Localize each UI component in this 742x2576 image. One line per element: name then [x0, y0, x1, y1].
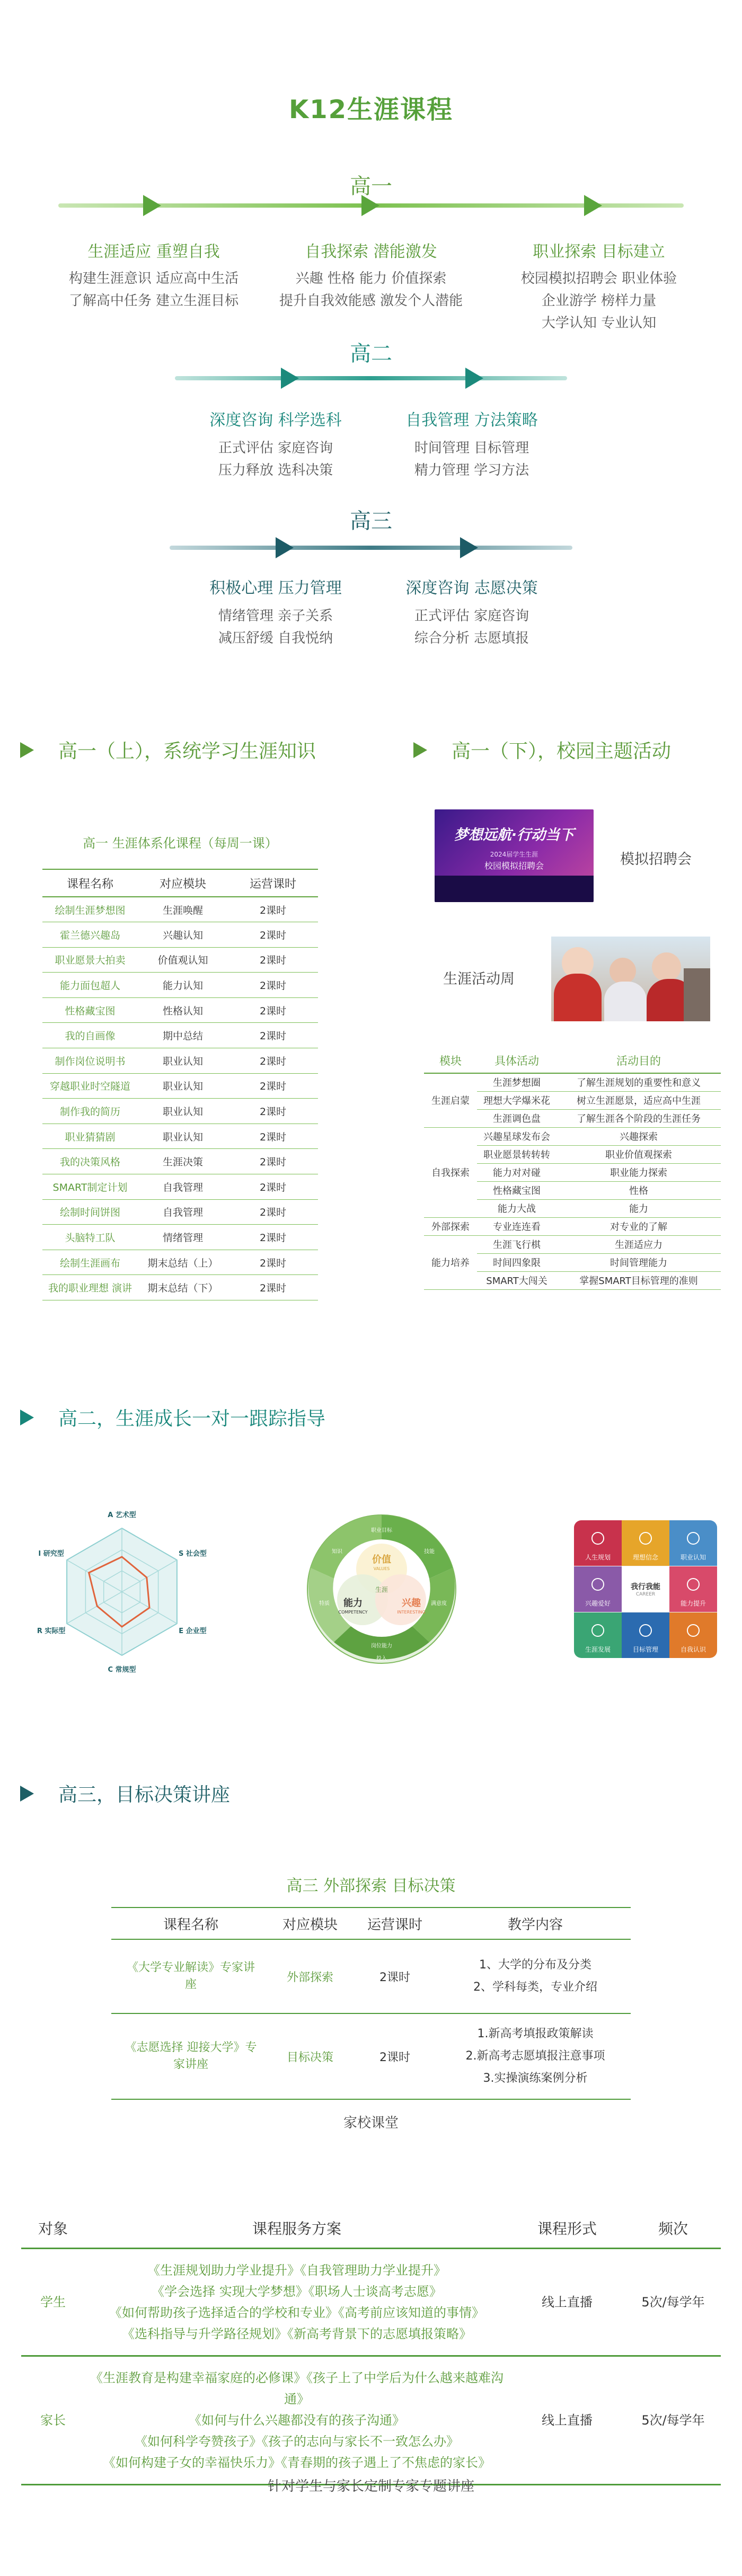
- table-row: [42, 1023, 318, 1048]
- grid-center-subtitle: CAREER: [635, 1592, 656, 1597]
- table-cell: 职业认知: [138, 1048, 228, 1074]
- grade1-topic-line: 企业游学 榜样力量: [541, 293, 657, 309]
- plan-line: 《选科指导与升学路径规划》《新高考背景下的志愿填报策略》: [122, 2326, 472, 2341]
- grid-tile: [622, 1520, 669, 1566]
- column-header: 运营课时: [350, 1908, 440, 1939]
- purpose-cell: 了解生涯各个阶段的生涯任务: [556, 1109, 721, 1127]
- venn-label-values-en: VALUES: [373, 1566, 390, 1571]
- purpose-cell: 了解生涯规划的重要性和意义: [556, 1073, 721, 1091]
- timeline-arrow-icon: [460, 537, 478, 558]
- venn-label-interest-en: INTERESTING: [397, 1610, 426, 1615]
- section-heading-text: 高二，生涯成长一对一跟踪指导: [58, 1408, 326, 1430]
- column-header: 课程名称: [42, 869, 138, 897]
- table-row: [21, 2248, 721, 2356]
- grade3-timeline: [170, 546, 572, 550]
- tile-icon: [591, 1532, 604, 1545]
- purpose-cell: 生涯适应力: [556, 1235, 721, 1253]
- grid-tile: [669, 1520, 717, 1566]
- grade1-topic-title: 职业探索 目标建立: [533, 243, 665, 261]
- table-cell: 生涯唤醒: [138, 897, 228, 922]
- purpose-cell: 性格: [556, 1181, 721, 1199]
- format-cell: 线上直播: [509, 2248, 625, 2356]
- activity-cell: 生涯梦想圈: [477, 1073, 556, 1091]
- table-row: [42, 1225, 318, 1250]
- table-cell: 性格藏宝图: [42, 997, 138, 1023]
- table-cell: 职业猜猜剧: [42, 1124, 138, 1149]
- content-line: 2、学科每类，专业介绍: [473, 1981, 597, 1994]
- grid-tile: [574, 1566, 622, 1612]
- holland-radar-chart: [21, 1494, 223, 1690]
- career-grid-graphic: [574, 1520, 717, 1658]
- grade1-topic-line: 提升自我效能感 激发个人潜能: [279, 293, 463, 309]
- plan-line: 《生涯教育是构建幸福家庭的必修课》《孩子上了中学后为什么越来越难沟通》: [90, 2370, 504, 2406]
- course-table-title: 高一 生涯体系化课程（每周一课）: [83, 836, 278, 851]
- purpose-cell: 职业价值观探索: [556, 1145, 721, 1163]
- format-cell: 线上直播: [509, 2356, 625, 2484]
- grade2-timeline: [175, 376, 567, 380]
- table-row: [424, 1073, 721, 1091]
- tile-icon: [591, 1578, 604, 1591]
- table-row: [42, 1174, 318, 1200]
- table-row: [42, 1149, 318, 1174]
- column-header: 课程服务方案: [85, 2209, 509, 2248]
- course-name-cell: 《大学专业解读》专家讲座: [111, 1939, 270, 2013]
- venn-label-competency-en: COMPETENCY: [338, 1610, 368, 1615]
- course-name-cell: 《志愿选择 迎接大学》专家讲座: [111, 2013, 270, 2099]
- table-cell: 我的职业理想 演讲: [42, 1275, 138, 1300]
- radar-label: A 艺术型: [108, 1511, 136, 1519]
- grid-tile-label: 生涯发展: [585, 1646, 611, 1653]
- radar-label: C 常规型: [108, 1666, 136, 1674]
- table-row: [42, 1250, 318, 1275]
- table-cell: 自我管理: [138, 1174, 228, 1200]
- table-cell: 职业认知: [138, 1073, 228, 1099]
- venn-ring-label: 特质: [319, 1601, 330, 1607]
- section-heading-grade3: [20, 1780, 230, 1807]
- table-row: [424, 1217, 721, 1235]
- venn-label-interest: 兴趣: [402, 1598, 421, 1609]
- table-cell: 职业愿景大拍卖: [42, 947, 138, 973]
- purpose-cell: 树立生涯愿景，适应高中生涯: [556, 1091, 721, 1109]
- activity-cell: 能力大战: [477, 1199, 556, 1217]
- table-cell: 2课时: [228, 1250, 318, 1275]
- module-cell: 自我探索: [424, 1127, 477, 1217]
- timeline-arrow-icon: [281, 368, 299, 389]
- purpose-cell: 时间管理能力: [556, 1253, 721, 1271]
- table-row: [424, 1235, 721, 1253]
- grid-center-title: 我行我能: [631, 1583, 660, 1591]
- grid-tile-label: 目标管理: [632, 1646, 658, 1653]
- column-header: 运营课时: [228, 869, 318, 897]
- table-cell: 期末总结（上）: [138, 1250, 228, 1275]
- grid-tile: [574, 1520, 622, 1566]
- venn-center-label: 生涯: [375, 1586, 388, 1593]
- tile-icon: [687, 1624, 700, 1637]
- purpose-cell: 能力: [556, 1199, 721, 1217]
- tile-icon: [687, 1532, 700, 1545]
- module-cell: 外部探索: [424, 1217, 477, 1235]
- activity-cell: 生涯飞行棋: [477, 1235, 556, 1253]
- table-cell: 2课时: [228, 922, 318, 948]
- table-cell: 性格认知: [138, 997, 228, 1023]
- grade1-heading: 高一: [350, 174, 392, 199]
- grade3-topic-title: 积极心理 压力管理: [209, 579, 342, 598]
- module-cell: 生涯启蒙: [424, 1073, 477, 1127]
- frequency-cell: 5次/每学年: [625, 2356, 721, 2484]
- section-triangle-icon: [413, 742, 427, 758]
- timeline-arrow-icon: [276, 537, 294, 558]
- table-row: [42, 1124, 318, 1149]
- table-cell: 情绪管理: [138, 1225, 228, 1250]
- table-row: [42, 897, 318, 922]
- plan-line: 《生涯规划助力学业提升》《自我管理助力学业提升》: [147, 2262, 446, 2278]
- activity-week-photo: [551, 937, 710, 1021]
- content-line: 2.新高考志愿填报注意事项: [465, 2049, 605, 2063]
- radar-label: E 企业型: [179, 1627, 207, 1635]
- grid-tile-label: 自我认识: [680, 1646, 706, 1653]
- table-row: [42, 1275, 318, 1300]
- activity-cell: 兴趣星球发布会: [477, 1127, 556, 1145]
- plans-cell: [85, 2356, 509, 2484]
- table-cell: 2课时: [228, 897, 318, 922]
- grade1-topic-line: 构建生涯意识 适应高中生活: [68, 271, 239, 287]
- grade3-topic-line: 综合分析 志愿填报: [414, 630, 529, 646]
- grade3-topic-line: 正式评估 家庭咨询: [414, 608, 529, 624]
- photo-caption-recruitment: 模拟招聘会: [620, 851, 692, 868]
- table-cell: SMART制定计划: [42, 1174, 138, 1200]
- table-row: [42, 922, 318, 948]
- grade2-topic-title: 深度咨询 科学选科: [209, 411, 342, 430]
- recruitment-banner-photo: [435, 809, 594, 902]
- career-venn-diagram: [302, 1504, 461, 1674]
- column-header: 频次: [625, 2209, 721, 2248]
- column-header: 对应模块: [270, 1908, 350, 1939]
- purpose-cell: 兴趣探索: [556, 1127, 721, 1145]
- plan-line: 《如何与什么兴趣都没有的孩子沟通》: [189, 2412, 405, 2428]
- activity-cell: 理想大学爆米花: [477, 1091, 556, 1109]
- activity-table: [424, 1048, 721, 1290]
- table-cell: 2课时: [228, 1124, 318, 1149]
- lecture-table-title: 高三 外部探索 目标决策: [286, 1877, 456, 1895]
- grade2-topic-line: 时间管理 目标管理: [414, 440, 529, 456]
- module-cell: 目标决策: [270, 2013, 350, 2099]
- table-row: [42, 1048, 318, 1074]
- table-cell: 绘制生涯梦想图: [42, 897, 138, 922]
- grade1-topic-line: 大学认知 专业认知: [541, 315, 657, 331]
- timeline-arrow-icon: [465, 368, 483, 389]
- tile-icon: [687, 1578, 700, 1591]
- content-line: 1、大学的分布及分类: [479, 1958, 591, 1972]
- activity-cell: 生涯调色盘: [477, 1109, 556, 1127]
- grade1-topic-title: 自我探索 潜能激发: [305, 243, 437, 261]
- grade1-topic-line: 兴趣 性格 能力 价值探索: [295, 271, 447, 287]
- plan-line: 《如何帮助孩子选择适合的学校和专业》《高考前应该知道的事情》: [109, 2305, 484, 2320]
- venn-label-values: 价值: [372, 1554, 391, 1565]
- grade3-topic-line: 情绪管理 亲子关系: [218, 608, 333, 624]
- activity-cell: 职业愿景转转转: [477, 1145, 556, 1163]
- tile-icon: [639, 1624, 652, 1637]
- timeline-arrow-icon: [361, 195, 379, 216]
- grade3-topic-line: 减压舒缓 自我悦纳: [218, 630, 333, 646]
- hours-cell: 2课时: [350, 2013, 440, 2099]
- table-cell: 2课时: [228, 1073, 318, 1099]
- timeline-arrow-icon: [143, 195, 161, 216]
- module-cell: 外部探索: [270, 1939, 350, 2013]
- table-cell: 能力认知: [138, 973, 228, 998]
- activity-cell: 时间四象限: [477, 1253, 556, 1271]
- home-school-caption: 家校课堂: [343, 2115, 399, 2131]
- table-cell: 我的决策风格: [42, 1149, 138, 1174]
- grade1-topic-line: 了解高中任务 建立生涯目标: [68, 293, 239, 309]
- plans-cell: [85, 2248, 509, 2356]
- section-heading-grade1-second: [413, 736, 671, 763]
- grid-tile-label: 能力提升: [680, 1600, 706, 1607]
- grade3-lecture-table: [111, 1907, 631, 2100]
- lecture-caption: 针对学生与家长定制专家专题讲座: [267, 2479, 474, 2494]
- table-cell: 头脑特工队: [42, 1225, 138, 1250]
- table-row: [42, 1199, 318, 1225]
- purpose-cell: 职业能力探索: [556, 1163, 721, 1181]
- tile-icon: [639, 1532, 652, 1545]
- plan-line: 《学会选择 实现大学梦想》《职场人士谈高考志愿》: [152, 2284, 442, 2299]
- table-cell: 我的自画像: [42, 1023, 138, 1048]
- column-header: 具体活动: [477, 1048, 556, 1073]
- table-cell: 2课时: [228, 1225, 318, 1250]
- venn-ring-label: 知识: [332, 1549, 342, 1555]
- grade2-topic-line: 压力释放 选科决策: [218, 462, 333, 478]
- grade1-topic-line: 校园模拟招聘会 职业体验: [520, 271, 677, 287]
- banner-subtitle-2: 校园模拟招聘会: [484, 861, 544, 871]
- table-cell: 霍兰德兴趣岛: [42, 922, 138, 948]
- radar-label: I 研究型: [38, 1550, 64, 1558]
- column-header: 课程名称: [111, 1908, 270, 1939]
- timeline-arrow-icon: [584, 195, 602, 216]
- activity-cell: 性格藏宝图: [477, 1181, 556, 1199]
- grid-center-tile: [622, 1566, 669, 1612]
- content-cell: [440, 1939, 631, 2013]
- column-header: 课程形式: [509, 2209, 625, 2248]
- section-heading-grade2: [20, 1404, 325, 1431]
- column-header: 对应模块: [138, 869, 228, 897]
- venn-ring-label: 技能: [424, 1549, 435, 1555]
- table-cell: 兴趣认知: [138, 922, 228, 948]
- section-triangle-icon: [20, 742, 34, 758]
- grade2-topic-line: 精力管理 学习方法: [414, 462, 529, 478]
- activity-cell: 能力对对碰: [477, 1163, 556, 1181]
- purpose-cell: 掌握SMART目标管理的准则: [556, 1271, 721, 1289]
- table-cell: 价值观认知: [138, 947, 228, 973]
- table-cell: 职业认知: [138, 1124, 228, 1149]
- page-title: K12生涯课程: [289, 95, 453, 124]
- grid-tile-label: 职业认知: [680, 1554, 706, 1561]
- target-cell: 学生: [21, 2248, 85, 2356]
- table-cell: 期末总结（下）: [138, 1275, 228, 1300]
- table-cell: 2课时: [228, 1048, 318, 1074]
- table-cell: 2课时: [228, 1149, 318, 1174]
- table-cell: 2课时: [228, 1275, 318, 1300]
- venn-ring-label: 职业目标: [371, 1528, 392, 1534]
- section-triangle-icon: [20, 1410, 34, 1425]
- table-cell: 能力面包超人: [42, 973, 138, 998]
- table-cell: 2课时: [228, 1199, 318, 1225]
- grid-tile-label: 人生规划: [585, 1554, 611, 1561]
- table-cell: 绘制时间饼图: [42, 1199, 138, 1225]
- column-header: 对象: [21, 2209, 85, 2248]
- grade1-course-table: [42, 869, 318, 1300]
- frequency-cell: 5次/每学年: [625, 2248, 721, 2356]
- tile-icon: [591, 1624, 604, 1637]
- table-row: [42, 947, 318, 973]
- grid-tile-label: 兴趣爱好: [585, 1600, 611, 1607]
- table-row: [42, 1073, 318, 1099]
- table-cell: 自我管理: [138, 1199, 228, 1225]
- section-heading-text: 高三，目标决策讲座: [58, 1784, 231, 1806]
- content-line: 3.实操演练案例分析: [483, 2072, 588, 2085]
- table-cell: 制作我的简历: [42, 1099, 138, 1124]
- photo-caption-activity-week: 生涯活动周: [443, 971, 515, 987]
- grade2-topic-title: 自我管理 方法策略: [405, 411, 538, 430]
- section-heading-grade1-first: [20, 736, 316, 763]
- target-cell: 家长: [21, 2356, 85, 2484]
- table-cell: 穿越职业时空隧道: [42, 1073, 138, 1099]
- table-cell: 2课时: [228, 1099, 318, 1124]
- grid-tile: [669, 1566, 717, 1612]
- table-row: [424, 1127, 721, 1145]
- table-cell: 期中总结: [138, 1023, 228, 1048]
- plan-line: 《如何构建子女的幸福快乐力》《青春期的孩子遇上了不焦虑的家长》: [103, 2455, 491, 2470]
- table-cell: 绘制生涯画布: [42, 1250, 138, 1275]
- grid-tile: [622, 1612, 669, 1658]
- section-heading-text: 高一（下），校园主题活动: [452, 741, 672, 762]
- venn-ring-label: 满意度: [431, 1601, 447, 1607]
- column-header: 活动目的: [556, 1048, 721, 1073]
- service-plan-table: [21, 2209, 721, 2485]
- table-row: [21, 2356, 721, 2484]
- hours-cell: 2课时: [350, 1939, 440, 2013]
- content-cell: [440, 2013, 631, 2099]
- grid-tile: [574, 1612, 622, 1658]
- venn-label-competency: 能力: [343, 1598, 363, 1609]
- radar-label: R 实际型: [37, 1627, 66, 1635]
- grade3-topic-title: 深度咨询 志愿决策: [405, 579, 538, 598]
- grade2-heading: 高二: [350, 342, 392, 366]
- content-line: 1.新高考填报政策解读: [477, 2027, 594, 2040]
- table-cell: 职业认知: [138, 1099, 228, 1124]
- banner-slogan: 梦想远航·行动当下: [454, 827, 575, 843]
- table-row: [111, 2013, 631, 2099]
- table-cell: 2课时: [228, 997, 318, 1023]
- grid-tile: [669, 1612, 717, 1658]
- table-row: [42, 1099, 318, 1124]
- plan-line: 《如何科学夸赞孩子》《孩子的志向与家长不一致怎么办》: [135, 2434, 459, 2449]
- activity-cell: 专业连连看: [477, 1217, 556, 1235]
- table-cell: 2课时: [228, 1023, 318, 1048]
- column-header: 教学内容: [440, 1908, 631, 1939]
- table-cell: 2课时: [228, 947, 318, 973]
- grade2-topic-line: 正式评估 家庭咨询: [218, 440, 333, 456]
- section-heading-text: 高一（上），系统学习生涯知识: [58, 741, 316, 762]
- grade3-heading: 高三: [350, 509, 392, 533]
- venn-ring-label: 岗位能力: [371, 1643, 392, 1649]
- table-cell: 2课时: [228, 973, 318, 998]
- module-cell: 能力培养: [424, 1235, 477, 1289]
- table-cell: 生涯决策: [138, 1149, 228, 1174]
- table-cell: 制作岗位说明书: [42, 1048, 138, 1074]
- banner-subtitle: 2024届学生生涯: [490, 851, 538, 858]
- radar-label: S 社会型: [178, 1550, 207, 1558]
- grade1-topic-title: 生涯适应 重塑自我: [87, 243, 220, 261]
- table-row: [42, 997, 318, 1023]
- table-cell: 2课时: [228, 1174, 318, 1200]
- table-row: [111, 1939, 631, 2013]
- grade1-timeline: [58, 203, 684, 208]
- table-row: [42, 973, 318, 998]
- grid-tile-label: 理想信念: [632, 1554, 658, 1561]
- section-triangle-icon: [20, 1786, 34, 1802]
- activity-cell: SMART大闯关: [477, 1271, 556, 1289]
- venn-ring-label: 投入: [376, 1656, 387, 1662]
- purpose-cell: 对专业的了解: [556, 1217, 721, 1235]
- column-header: 模块: [424, 1048, 477, 1073]
